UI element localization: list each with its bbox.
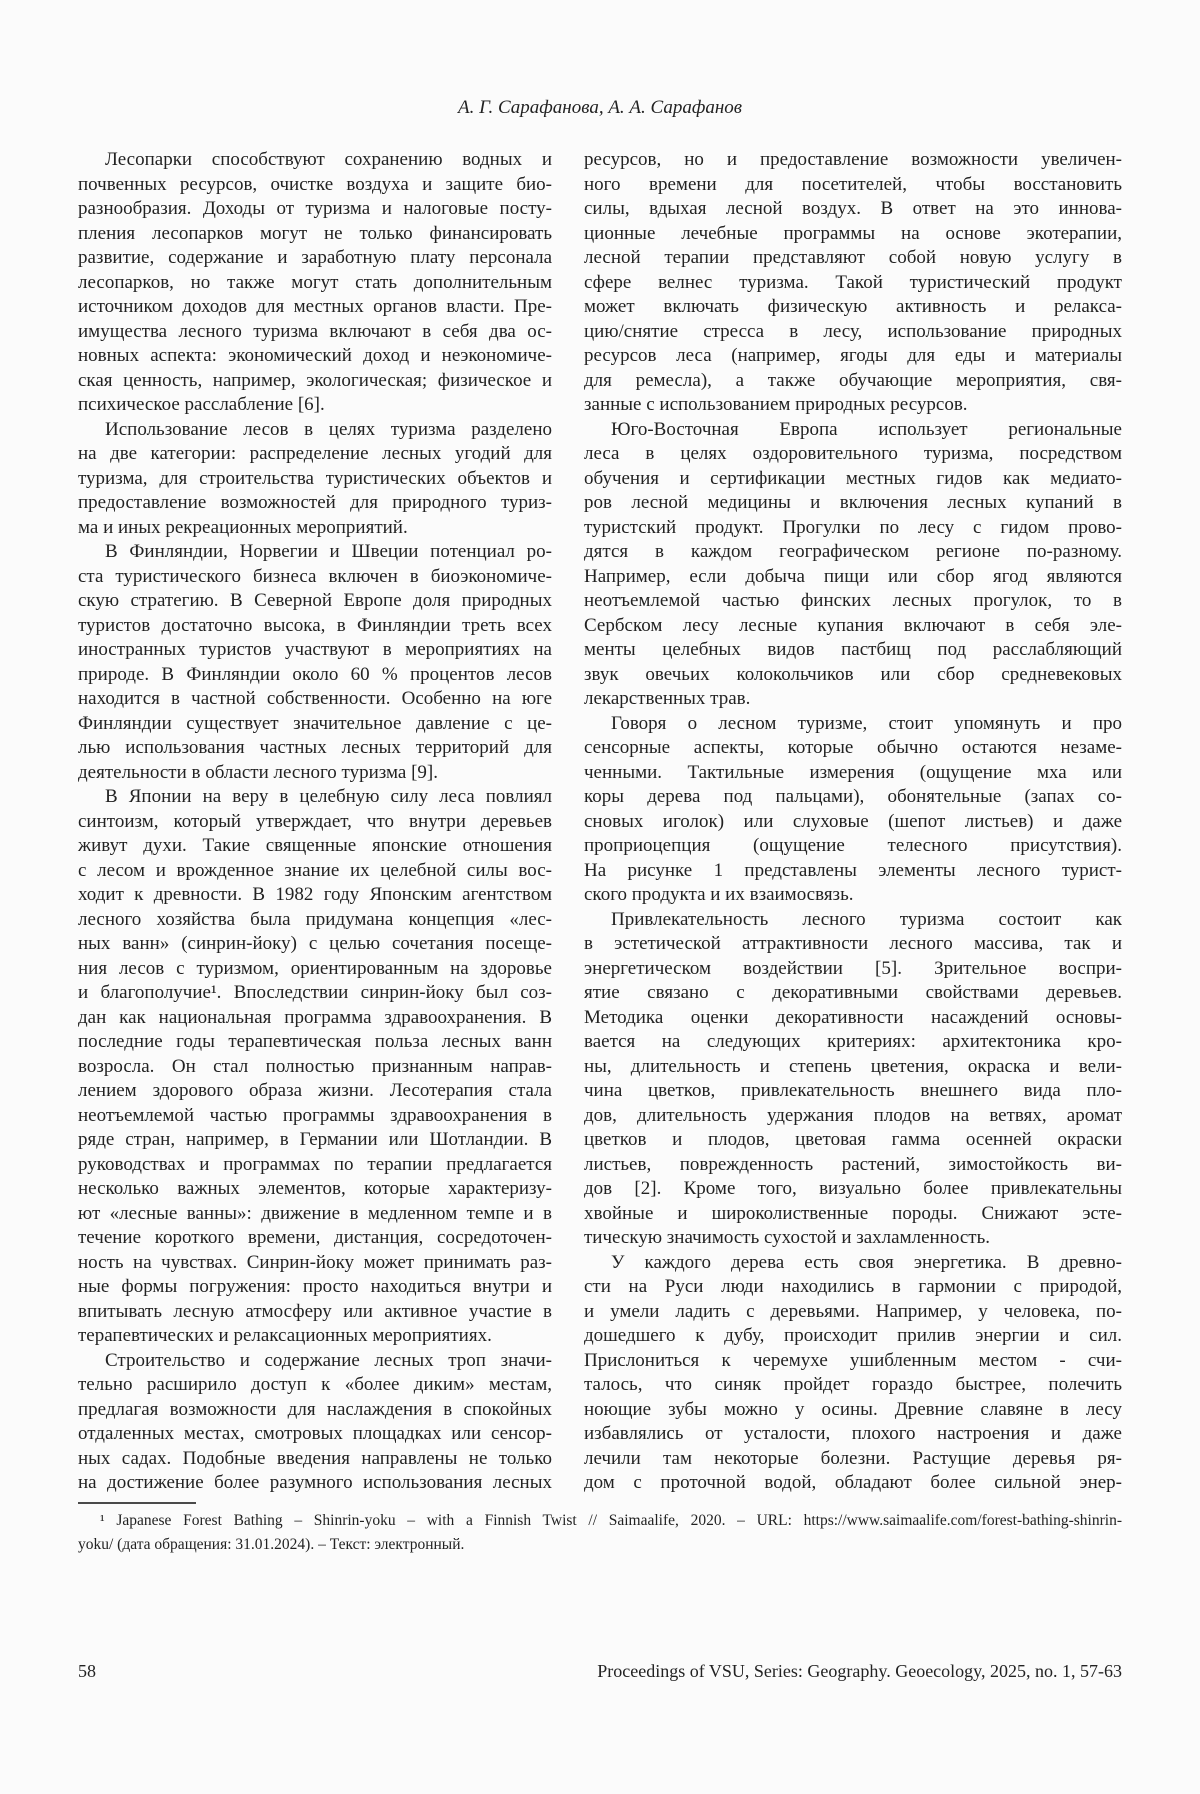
- text-line: туристский продукт. Прогулки по лесу с гидом прово-: [584, 516, 1122, 538]
- text-line: Лесопарки способствуют сохранению водных и: [105, 149, 552, 170]
- text-line: Сербском лесу лесные купания включают в себя эле-: [584, 614, 1122, 636]
- text-line: неотъемлемой частью программы здравоохранения в: [78, 1104, 552, 1126]
- page-number: 58: [78, 1661, 96, 1681]
- text-line: проприоцепция (ощущение телесного присутствия).: [584, 835, 1122, 856]
- text-line: руководствах и программах по терапии предлагается: [78, 1153, 552, 1175]
- text-line: дятся в каждом географическом регионе по-разному.: [584, 541, 1122, 562]
- text-line: цию/снятие стресса в лесу, использование природных: [584, 320, 1122, 342]
- text-line: лекарственных трав.: [584, 688, 751, 709]
- text-line: В Японии на веру в целебную силу леса повлиял: [105, 786, 552, 807]
- text-line: занные с использованием природных ресурсов.: [584, 394, 968, 415]
- text-line: живут духи. Такие священные японские отношения: [78, 835, 552, 856]
- text-line: леса в целях оздоровительного туризма, посредством: [584, 443, 1122, 464]
- text-line: ¹ Japanese Forest Bathing – Shinrin-yoku – with a Finnish Twist // Saimaalife, 2020. – URL: https://www.saimaalife.com/forest-bathing-shinrin-: [100, 1511, 1122, 1529]
- text-line: лесопарков, но также могут стать дополнительным: [78, 271, 552, 293]
- text-line: последние годы терапевтическая польза лесных ванн: [78, 1031, 552, 1052]
- text-line: обучения и сертификации местных гидов как медиато-: [584, 467, 1122, 489]
- text-line: сти на Руси люди находились в гармонии с природой,: [584, 1276, 1122, 1297]
- text-line: на достижение более разумного использования лесных: [78, 1472, 552, 1493]
- text-line: терапевтических и релаксационных мероприятиях.: [78, 1325, 492, 1346]
- text-line: сновых иголок) или слуховые (шепот листьев) и даже: [584, 810, 1122, 832]
- text-line: пления лесопарков могут не только финансировать: [78, 222, 552, 244]
- text-line: Финляндии существует значительное давление с це-: [78, 712, 552, 734]
- text-line: ряде стран, например, в Германии или Шотландии. В: [78, 1129, 552, 1150]
- text-line: ных ванн» (синрин-йоку) с целью сочетания посеще-: [78, 933, 552, 954]
- text-line: Строительство и содержание лесных троп значи-: [105, 1349, 552, 1371]
- text-line: Использование лесов в целях туризма разделено: [105, 418, 552, 440]
- text-line: предлагая возможности для наслаждения в спокойных: [78, 1398, 552, 1420]
- text-line: ния лесов с туризмом, ориентированным на здоровье: [78, 957, 552, 979]
- text-line: тическую значимость сухостой и захламленность.: [584, 1227, 990, 1248]
- paragraph: [78, 1509, 1122, 1557]
- page-footer: [78, 1659, 1122, 1683]
- paragraph: [78, 785, 552, 1349]
- right-column: [584, 148, 1122, 1496]
- text-line: хвойные и широколиственные породы. Снижают эсте-: [584, 1202, 1122, 1224]
- text-line: течение короткого времени, дистанция, сосредоточен-: [78, 1227, 552, 1248]
- paragraph: [78, 418, 552, 541]
- text-line: Методика оценки декоративности насаждений основы-: [584, 1006, 1122, 1028]
- text-line: ноющие зубы можно у осины. Древние славяне в лесу: [584, 1398, 1122, 1420]
- paragraph: [584, 418, 1122, 712]
- text-line: тельно расширило доступ к «более диким» местам,: [78, 1374, 552, 1395]
- text-line: ма и иных рекреационных мероприятий.: [78, 516, 408, 538]
- text-line: избавлялись от усталости, плохого настроения и даже: [584, 1423, 1122, 1444]
- text-line: ционные лечебные программы на основе экотерапии,: [584, 222, 1122, 244]
- text-line: У каждого дерева есть своя энергетика. В древно-: [611, 1251, 1122, 1273]
- text-line: ская ценность, например, экологическая; физическое и: [78, 369, 552, 391]
- text-line: ров лесной медицины и включения лесных купаний в: [584, 492, 1122, 513]
- text-line: менты целебных видов пастбищ под расслабляющий: [584, 639, 1122, 660]
- text-line: ского продукта и их взаимосвязь.: [584, 884, 854, 905]
- text-line: дов [2]. Кроме того, визуально более привлекательны: [584, 1178, 1122, 1199]
- text-line: имущества лесного туризма включают в себя два ос-: [78, 320, 552, 342]
- text-line: иностранных туристов участвуют в мероприятиях на: [78, 639, 552, 660]
- paragraph: [78, 148, 552, 418]
- text-line: лением здорового образа жизни. Лесотерапия стала: [78, 1080, 552, 1101]
- text-line: Прислониться к черемухе ушибленным местом - счи-: [584, 1349, 1122, 1371]
- text-line: с лесом и врожденное знание их целебной силы вос-: [78, 859, 552, 881]
- paragraph: [584, 148, 1122, 418]
- text-line: предоставление возможностей для природного туриз-: [78, 492, 552, 513]
- text-line: ного времени для посетителей, чтобы восстановить: [584, 173, 1122, 195]
- text-line: отдаленных местах, смотровых площадках или сенсор-: [78, 1423, 552, 1444]
- text-line: коры дерева под пальцами), обонятельные (запах со-: [584, 786, 1122, 807]
- text-line: природе. В Финляндии около 60 % процентов лесов: [78, 663, 552, 685]
- text-line: силы, вдыхая лесной воздух. В ответ на это иннова-: [584, 198, 1122, 219]
- left-column: [78, 148, 552, 1496]
- text-line: лесного хозяйства была придумана концепция «лес-: [78, 908, 552, 930]
- text-line: ресурсов леса (например, ягоды для еды и материалы: [584, 345, 1122, 366]
- text-line: впитывать лесную атмосферу или активное участие в: [78, 1300, 552, 1322]
- text-line: ют «лесные ванны»: движение в медленном темпе и в: [78, 1202, 552, 1224]
- text-line: для ремесла), а также обучающие мероприятия, свя-: [584, 369, 1122, 391]
- text-line: лесной терапии представляют собой новую услугу в: [584, 247, 1122, 268]
- text-line: дан как национальная программа здравоохранения. В: [78, 1006, 552, 1028]
- text-line: психическое расслабление [6].: [78, 394, 325, 415]
- text-line: чина цветков, привлекательность внешнего вида пло-: [584, 1080, 1122, 1101]
- paragraph: [584, 712, 1122, 908]
- article-columns: [78, 148, 1122, 1496]
- text-line: ста туристического бизнеса включен в биоэкономиче-: [78, 565, 552, 587]
- text-line: ходит к древности. В 1982 году Японским агентством: [78, 884, 552, 905]
- paragraph: [584, 908, 1122, 1251]
- text-line: туристов достаточно высока, в Финляндии треть всех: [78, 614, 552, 636]
- text-line: неотъемлемой частью финских лесных прогулок, то в: [584, 590, 1122, 611]
- text-line: возросла. Он стал полностью признанным направ-: [78, 1055, 552, 1077]
- text-line: талось, что синяк пройдет гораздо быстрее, полечить: [584, 1374, 1122, 1395]
- paragraph: [78, 1349, 552, 1496]
- text-line: ные формы погружения: просто находиться внутри и: [78, 1276, 552, 1297]
- text-line: звук овечьих колокольчиков или сбор средневековых: [584, 663, 1122, 685]
- text-line: несколько важных элементов, которые характеризу-: [78, 1178, 552, 1199]
- text-line: дом с проточной водой, обладают более сильной энер-: [584, 1472, 1122, 1493]
- text-line: Говоря о лесном туризме, стоит упомянуть и про: [611, 712, 1122, 734]
- text-line: новных аспекта: экономический доход и неэкономиче-: [78, 345, 552, 366]
- text-line: ресурсов, но и предоставление возможности увеличен-: [584, 149, 1122, 170]
- authors-line: А. Г. Сарафанова, А. А. Сарафанов: [458, 97, 742, 118]
- text-line: деятельности в области лесного туризма [9].: [78, 761, 438, 783]
- text-line: источником доходов для местных органов власти. Пре-: [78, 296, 552, 317]
- text-line: На рисунке 1 представлены элементы лесного турист-: [584, 859, 1122, 881]
- text-line: Юго-Восточная Европа использует региональные: [611, 418, 1122, 440]
- text-line: может включать физическую активность и релакса-: [584, 296, 1122, 317]
- footnote-separator: [78, 1502, 196, 1504]
- text-line: лечили там некоторые болезни. Растущие деревья ря-: [584, 1447, 1122, 1469]
- footnote: [78, 1509, 1122, 1557]
- text-line: ны, длительность и степень цветения, окраска и вели-: [584, 1055, 1122, 1077]
- text-line: находится в частной собственности. Особенно на юге: [78, 688, 552, 709]
- text-line: лью использования частных лесных территорий для: [78, 737, 552, 758]
- text-line: дошедшего к дубу, происходит прилив энергии и сил.: [584, 1325, 1122, 1346]
- text-line: энергетическом воздействии [5]. Зрительное воспри-: [584, 957, 1122, 979]
- text-line: Например, если добыча пищи или сбор ягод являются: [584, 565, 1122, 587]
- text-line: Привлекательность лесного туризма состоит как: [611, 908, 1122, 930]
- paragraph: [78, 540, 552, 785]
- text-line: ных садах. Подобные введения направлены не только: [78, 1447, 552, 1469]
- text-line: на две категории: распределение лесных угодий для: [78, 443, 552, 464]
- text-line: цветков и плодов, цветовая гамма осенней окраски: [584, 1129, 1122, 1150]
- text-line: ченными. Тактильные измерения (ощущение мха или: [584, 761, 1122, 783]
- text-line: в эстетической аттрактивности лесного массива, так и: [584, 933, 1122, 954]
- text-line: и умели ладить с деревьями. Например, у человека, по-: [584, 1300, 1122, 1322]
- text-line: вается на следующих критериях: архитектоника кро-: [584, 1031, 1122, 1052]
- text-line: сфере велнес туризма. Такой туристический продукт: [584, 271, 1122, 293]
- text-line: листьев, поврежденность растений, зимостойкость ви-: [584, 1153, 1122, 1175]
- text-line: скую стратегию. В Северной Европе доля природных: [78, 590, 552, 611]
- text-line: В Финляндии, Норвегии и Швеции потенциал ро-: [105, 541, 552, 562]
- text-line: разнообразия. Доходы от туризма и налоговые посту-: [78, 198, 552, 219]
- text-line: и благополучие¹. Впоследствии синрин-йоку был соз-: [78, 982, 552, 1003]
- text-line: yoku/ (дата обращения: 31.01.2024). – Текст: электронный.: [78, 1535, 465, 1553]
- text-line: туризма, для строительства туристических объектов и: [78, 467, 552, 489]
- text-line: синтоизм, который утверждает, что внутри деревьев: [78, 810, 552, 832]
- text-line: ятие связано с декоративными свойствами деревьев.: [584, 982, 1122, 1003]
- text-line: почвенных ресурсов, очистке воздуха и защите био-: [78, 173, 552, 195]
- text-line: дов, длительность удержания плодов на ветвях, аромат: [584, 1104, 1122, 1126]
- journal-page: [0, 96, 1200, 1794]
- text-line: развитие, содержание и заработную плату персонала: [78, 247, 552, 268]
- paragraph: [584, 1251, 1122, 1496]
- text-line: сенсорные аспекты, которые обычно остаются незаме-: [584, 737, 1122, 758]
- journal-citation: Proceedings of VSU, Series: Geography. Geoecology, 2025, no. 1, 57-63: [597, 1661, 1122, 1681]
- text-line: ность на чувствах. Синрин-йоку может принимать раз-: [78, 1251, 552, 1273]
